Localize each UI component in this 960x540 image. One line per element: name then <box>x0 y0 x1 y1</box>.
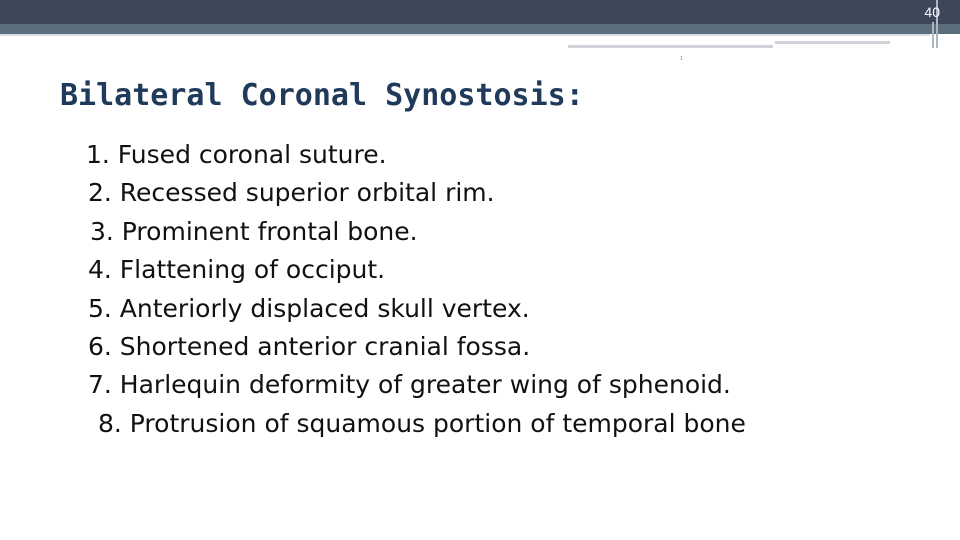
list-item: 3. Prominent frontal bone. <box>90 216 418 246</box>
accent-band <box>0 24 960 34</box>
list-item: 7. Harlequin deformity of greater wing of sphenoid. <box>88 370 731 400</box>
list-item: 6. Shortened anterior cranial fossa. <box>88 331 531 361</box>
list-item: 1. Fused coronal suture. <box>86 140 387 169</box>
slide-title: Bilateral Coronal Synostosis: <box>60 78 584 113</box>
edge-mark <box>932 22 934 48</box>
accent-line <box>775 41 890 44</box>
page-number: 40 <box>924 4 940 20</box>
finding-list <box>0 136 746 443</box>
accent-line <box>0 34 930 36</box>
list-item: 5. Anteriorly displaced skull vertex. <box>88 293 530 323</box>
tiny-mark: 1 <box>680 56 684 62</box>
list-item: 2. Recessed superior orbital rim. <box>88 178 495 208</box>
list-item: 4. Flattening of occiput. <box>88 255 386 285</box>
list-item: 8. Protrusion of squamous portion of temporal bone <box>98 408 746 438</box>
top-bar <box>0 0 960 24</box>
accent-line <box>568 45 773 48</box>
